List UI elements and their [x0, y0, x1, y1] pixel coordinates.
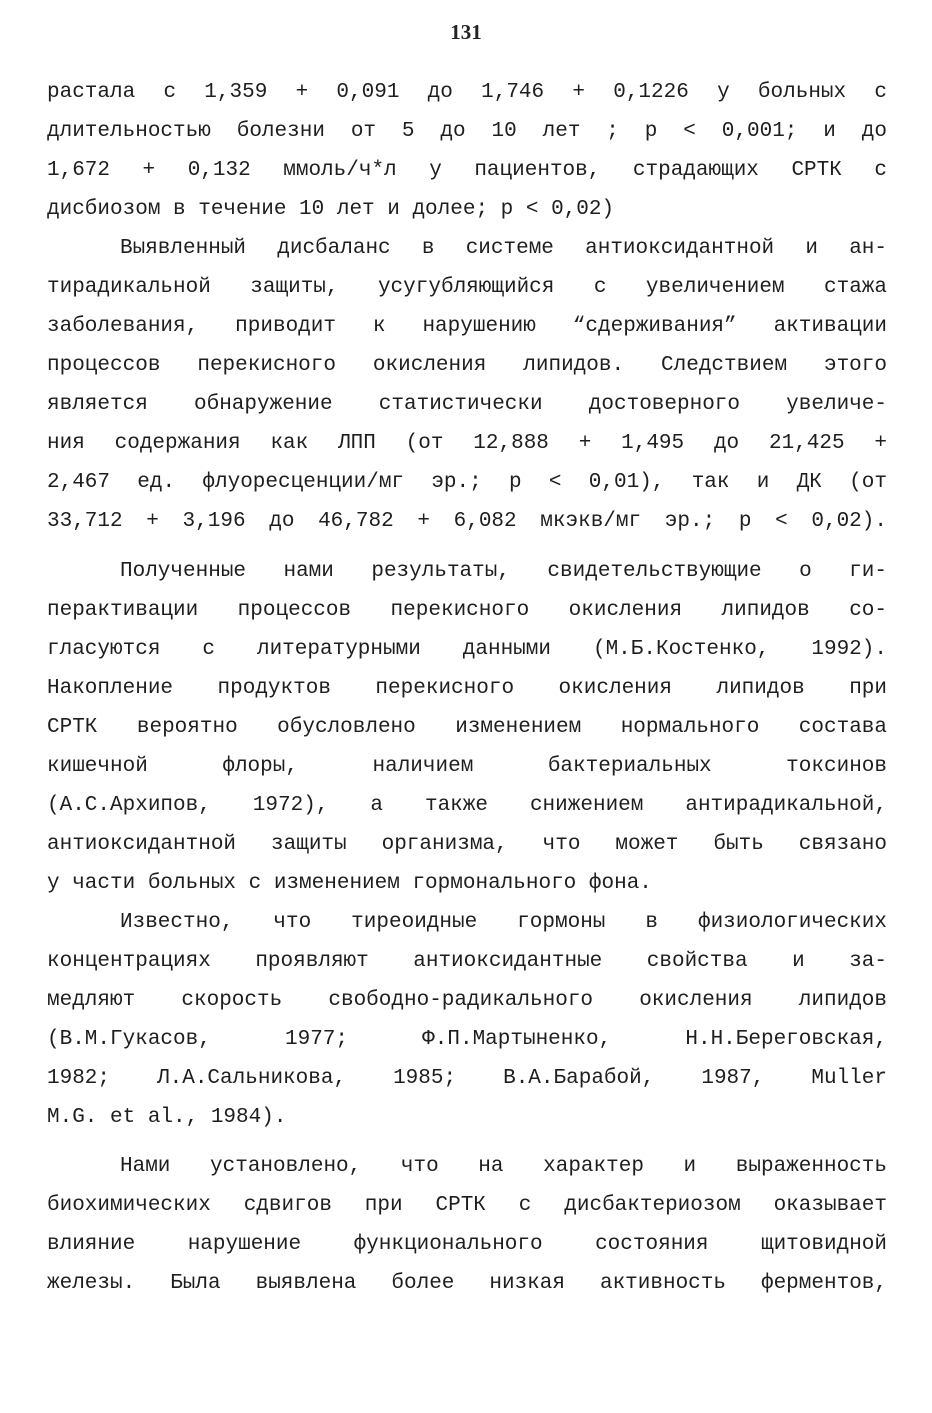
- text-line: влияние нарушение функционального состояния щитовидной: [47, 1233, 887, 1256]
- text-line: (В.М.Гукасов, 1977; Ф.П.Мартыненко, Н.Н.Береговская,: [47, 1028, 887, 1051]
- text-line: дисбиозом в течение 10 лет и долее; р < 0,02): [47, 198, 615, 221]
- text-line: тирадикальной защиты, усугубляющийся с увеличением стажа: [47, 276, 887, 299]
- text-line: является обнаружение статистически достоверного увеличе-: [47, 393, 887, 416]
- text-line: у части больных с изменением гормонального фона.: [47, 872, 652, 895]
- text-line: Полученные нами результаты, свидетельствующие о ги-: [120, 560, 887, 583]
- text-line: 33,712 + 3,196 до 46,782 + 6,082 мкэкв/мг эр.; р < 0,02).: [47, 510, 887, 533]
- text-line: 2,467 ед. флуоресценции/мг эр.; р < 0,01), так и ДК (от: [47, 471, 887, 494]
- text-line: СРТК вероятно обусловлено изменением нормального состава: [47, 716, 887, 739]
- text-line: процессов перекисного окисления липидов. Следствием этого: [47, 354, 887, 377]
- text-line: Выявленный дисбаланс в системе антиоксидантной и ан-: [120, 237, 887, 260]
- text-line: заболевания, приводит к нарушению “сдерживания” активации: [47, 315, 887, 338]
- text-line: (А.С.Архипов, 1972), а также снижением антирадикальной,: [47, 794, 887, 817]
- text-line: растала с 1,359 + 0,091 до 1,746 + 0,1226 у больных с: [47, 81, 887, 104]
- text-line: медляют скорость свободно-радикального окисления липидов: [47, 989, 887, 1012]
- text-line: биохимических сдвигов при СРТК с дисбактериозом оказывает: [47, 1194, 887, 1217]
- text-line: антиоксидантной защиты организма, что может быть связано: [47, 833, 887, 856]
- text-line: длительностью болезни от 5 до 10 лет ; р < 0,001; и до: [47, 120, 887, 143]
- text-line: Нами установлено, что на характер и выраженность: [120, 1155, 887, 1178]
- text-line: перактивации процессов перекисного окисления липидов со-: [47, 599, 887, 622]
- text-line: Известно, что тиреоидные гормоны в физиологических: [120, 911, 887, 934]
- text-line: Накопление продуктов перекисного окисления липидов при: [47, 677, 887, 700]
- text-line: железы. Была выявлена более низкая активность ферментов,: [47, 1272, 887, 1295]
- text-line: 1,672 + 0,132 ммоль/ч*л у пациентов, страдающих СРТК с: [47, 159, 887, 182]
- text-line: кишечной флоры, наличием бактериальных токсинов: [47, 755, 887, 778]
- text-line: 1982; Л.А.Сальникова, 1985; В.А.Барабой, 1987, Muller: [47, 1067, 887, 1090]
- text-line: M.G. et al., 1984).: [47, 1106, 287, 1129]
- text-line: гласуются с литературными данными (М.Б.Костенко, 1992).: [47, 638, 887, 661]
- text-line: ния содержания как ЛПП (от 12,888 + 1,495 до 21,425 +: [47, 432, 887, 455]
- page-number: 131: [450, 20, 482, 44]
- text-line: концентрациях проявляют антиоксидантные свойства и за-: [47, 950, 887, 973]
